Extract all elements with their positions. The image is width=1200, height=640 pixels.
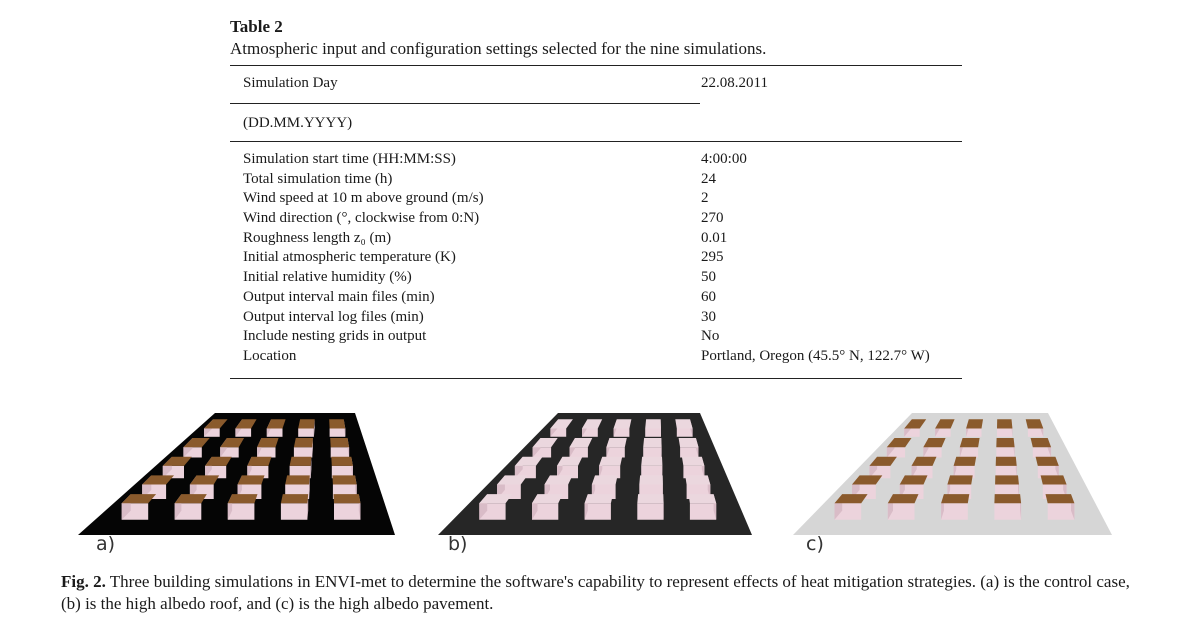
table-title: Table 2	[230, 17, 283, 36]
value-cell: No	[701, 328, 720, 345]
value-cell: 2	[701, 190, 709, 207]
building-roof	[997, 419, 1012, 428]
simulation-day-label: Simulation Day	[243, 75, 338, 91]
simulation-figure	[0, 395, 1200, 570]
building-wall	[330, 429, 346, 437]
building-wall	[997, 429, 1012, 437]
building-roof	[330, 438, 349, 447]
panel-c-label: c)	[806, 533, 824, 555]
building-roof	[332, 475, 356, 484]
building-roof	[995, 475, 1019, 484]
building-roof	[290, 457, 312, 466]
value-cell: 60	[701, 288, 716, 305]
table-row	[243, 289, 963, 309]
building-roof	[1046, 494, 1075, 503]
building-wall	[941, 503, 968, 520]
parameter-cell: Roughness length z₀ (m)	[243, 229, 392, 246]
building-roof	[641, 457, 662, 466]
table-row	[243, 269, 963, 289]
building-roof	[606, 438, 626, 447]
building-roof	[639, 475, 663, 484]
table-row	[243, 328, 963, 348]
value-cell: 50	[701, 269, 716, 286]
building-roof	[637, 494, 663, 503]
building-wall	[996, 447, 1014, 457]
table-header-rule	[230, 141, 962, 142]
building-roof	[285, 475, 310, 484]
building-roof	[238, 475, 265, 484]
building-roof	[966, 419, 983, 428]
building-wall	[960, 447, 978, 457]
figure-caption-label: Fig. 2.	[61, 572, 106, 591]
table-row	[243, 151, 963, 171]
building-roof	[592, 475, 618, 484]
parameter-cell: Initial atmospheric temperature (K)	[243, 249, 456, 266]
building-roof	[585, 494, 613, 503]
building-roof	[1031, 438, 1052, 447]
table-caption: Atmospheric input and configuration settings selected for the nine simulations.	[230, 39, 767, 58]
building-wall	[1048, 503, 1075, 520]
building-roof	[1036, 457, 1059, 466]
parameter-cell: Output interval log files (min)	[243, 308, 424, 325]
building-wall	[334, 503, 361, 520]
building-roof	[682, 457, 705, 466]
table-body	[243, 151, 963, 368]
table-row	[243, 348, 963, 368]
parameter-cell: Location	[243, 347, 297, 364]
table-row	[243, 230, 963, 250]
value-cell: 295	[701, 249, 724, 266]
value-cell: 30	[701, 308, 716, 325]
building-roof	[331, 457, 353, 466]
building-roof	[294, 438, 313, 447]
building-roof	[1041, 475, 1067, 484]
building-wall	[294, 447, 312, 457]
panel-b-scene	[438, 413, 752, 535]
parameter-cell: Include nesting grids in output	[243, 328, 427, 345]
value-cell: 24	[701, 170, 716, 187]
building-roof	[954, 457, 977, 466]
building-roof	[675, 419, 692, 428]
building-roof	[645, 419, 661, 428]
building-wall	[994, 503, 1021, 520]
building-wall	[643, 447, 661, 457]
building-roof	[689, 494, 717, 503]
building-wall	[645, 429, 661, 437]
figure-caption-text: Three building simulations in ENVI-met to determine the software's capability to represent effects of heat mitigation strategies. (a) is the control case, (b) is the high albedo roof, and (c) is the high albedo pavement.	[61, 572, 1130, 613]
building-roof	[228, 494, 258, 503]
building-roof	[947, 475, 972, 484]
building-wall	[690, 503, 716, 520]
parameter-cell: Simulation start time (HH:MM:SS)	[243, 151, 456, 167]
building-wall	[281, 503, 308, 520]
building-roof	[329, 419, 345, 428]
table-row	[243, 171, 963, 191]
value-cell: 270	[701, 210, 724, 227]
table-bottom-rule	[230, 378, 962, 379]
building-roof	[996, 457, 1017, 466]
panel-a-label: a)	[96, 533, 116, 555]
building-wall	[966, 429, 981, 437]
building-roof	[679, 438, 699, 447]
building-wall	[680, 447, 698, 457]
building-roof	[685, 475, 710, 484]
table-mid-rule-short	[230, 103, 700, 104]
value-cell: 0.01	[701, 229, 728, 246]
panel-a-scene	[78, 413, 395, 535]
building-wall	[677, 429, 693, 437]
simulation-day-format: (DD.MM.YYYY)	[243, 115, 353, 131]
parameter-cell: Initial relative humidity (%)	[243, 269, 412, 286]
table-row	[243, 309, 963, 329]
parameter-cell: Total simulation time (h)	[243, 170, 393, 187]
building-wall	[637, 503, 663, 520]
table-row	[243, 190, 963, 210]
parameter-cell: Wind speed at 10 m above ground (m/s)	[243, 190, 484, 207]
figure-caption	[61, 571, 1141, 615]
building-roof	[941, 494, 969, 503]
building-roof	[960, 438, 980, 447]
value-cell: 4:00:00	[701, 151, 747, 167]
building-wall	[331, 447, 349, 457]
building-wall	[585, 503, 611, 520]
value-cell: Portland, Oregon (45.5° N, 122.7° W)	[701, 347, 930, 364]
table-row	[243, 249, 963, 269]
building-roof	[298, 419, 315, 428]
panel-c-scene	[793, 413, 1112, 535]
building-roof	[888, 494, 919, 503]
building-roof	[996, 438, 1014, 447]
panel-b-label: b)	[448, 533, 468, 555]
building-roof	[334, 494, 361, 503]
building-wall	[298, 429, 314, 437]
building-roof	[643, 438, 661, 447]
building-roof	[994, 494, 1021, 503]
parameter-cell: Output interval main files (min)	[243, 288, 435, 305]
table-row	[243, 210, 963, 230]
table-top-rule	[230, 65, 962, 66]
simulation-day-value: 22.08.2011	[701, 75, 768, 91]
parameter-cell: Wind direction (°, clockwise from 0:N)	[243, 210, 480, 227]
building-roof	[281, 494, 308, 503]
building-roof	[599, 457, 622, 466]
